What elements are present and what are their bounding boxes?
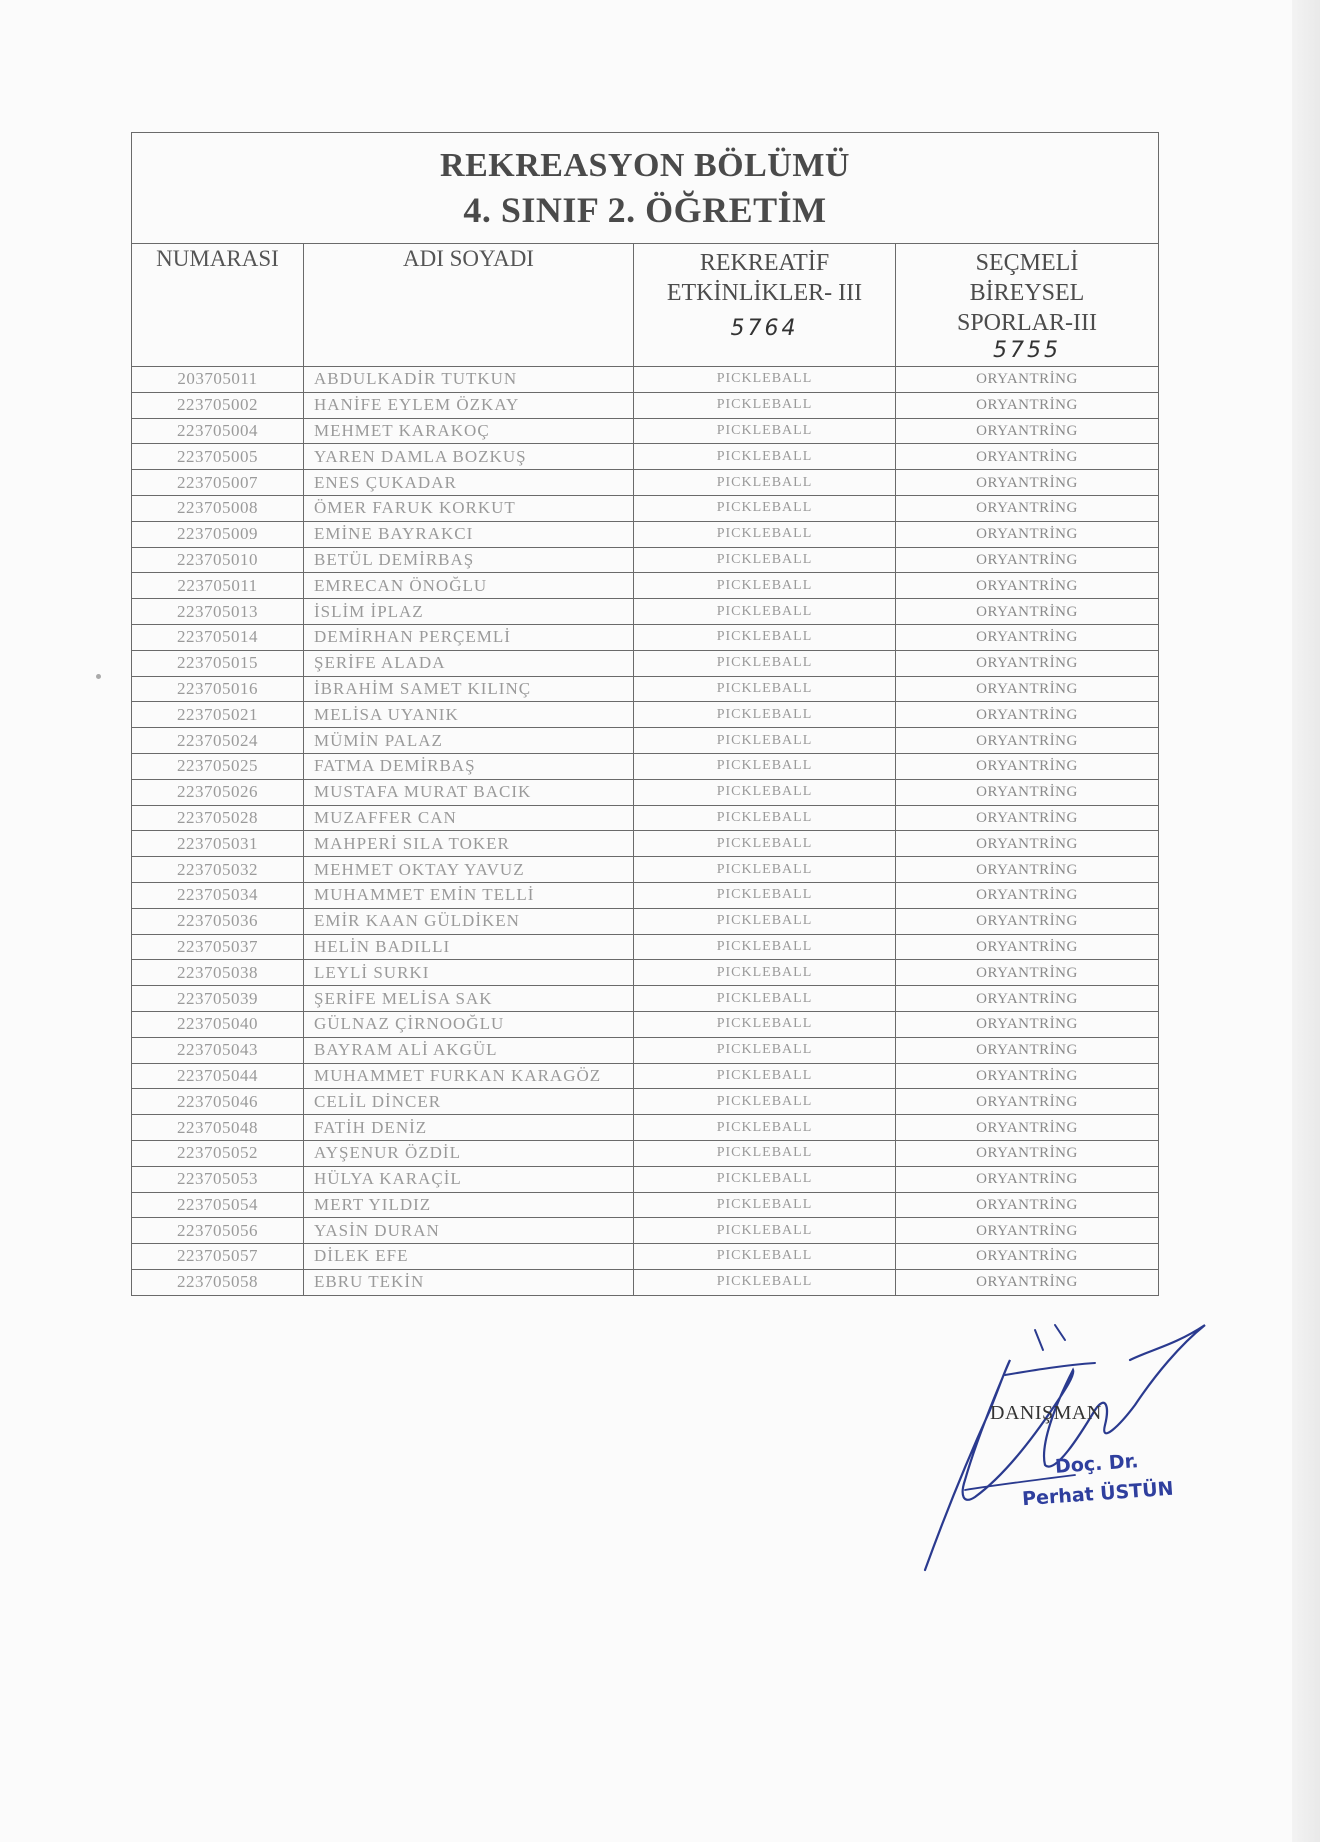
- cell-name: LEYLİ SURKI: [304, 960, 634, 986]
- table-row: [132, 444, 1159, 470]
- table-row: [132, 831, 1159, 857]
- cell-number: 223705008: [132, 495, 304, 521]
- table-row: [132, 779, 1159, 805]
- cell-course2: ORYANTRİNG: [896, 1140, 1159, 1166]
- table-row: [132, 521, 1159, 547]
- cell-course2: ORYANTRİNG: [896, 1089, 1159, 1115]
- cell-name: ENES ÇUKADAR: [304, 470, 634, 496]
- department-title: REKREASYON BÖLÜMÜ: [440, 147, 850, 184]
- cell-name: HELİN BADILLI: [304, 934, 634, 960]
- cell-number: 223705058: [132, 1269, 304, 1295]
- cell-course1: PICKLEBALL: [634, 1218, 896, 1244]
- cell-name: YAREN DAMLA BOZKUŞ: [304, 444, 634, 470]
- title-cell: [132, 133, 1159, 244]
- cell-number: 223705056: [132, 1218, 304, 1244]
- cell-course1: PICKLEBALL: [634, 624, 896, 650]
- cell-name: YASİN DURAN: [304, 1218, 634, 1244]
- cell-name: BAYRAM ALİ AKGÜL: [304, 1037, 634, 1063]
- cell-course2: ORYANTRİNG: [896, 470, 1159, 496]
- cell-course1: PICKLEBALL: [634, 753, 896, 779]
- table-row: [132, 702, 1159, 728]
- cell-course2: ORYANTRİNG: [896, 908, 1159, 934]
- table-row: [132, 960, 1159, 986]
- cell-course1: PICKLEBALL: [634, 1140, 896, 1166]
- cell-course2: ORYANTRİNG: [896, 573, 1159, 599]
- page-edge-shadow: [1292, 0, 1320, 1842]
- cell-number: 223705046: [132, 1089, 304, 1115]
- cell-name: FATİH DENİZ: [304, 1115, 634, 1141]
- cell-name: CELİL DİNCER: [304, 1089, 634, 1115]
- cell-number: 223705048: [132, 1115, 304, 1141]
- cell-course2: ORYANTRİNG: [896, 728, 1159, 754]
- cell-number: 223705034: [132, 882, 304, 908]
- cell-course1: PICKLEBALL: [634, 702, 896, 728]
- cell-course1: PICKLEBALL: [634, 986, 896, 1012]
- cell-number: 223705031: [132, 831, 304, 857]
- cell-course2: ORYANTRİNG: [896, 418, 1159, 444]
- cell-name: HÜLYA KARAÇİL: [304, 1166, 634, 1192]
- cell-course1: PICKLEBALL: [634, 1037, 896, 1063]
- table-row: [132, 753, 1159, 779]
- cell-name: İSLİM İPLAZ: [304, 599, 634, 625]
- table-body: [132, 367, 1159, 1296]
- cell-name: AYŞENUR ÖZDİL: [304, 1140, 634, 1166]
- cell-course1: PICKLEBALL: [634, 444, 896, 470]
- cell-course2: ORYANTRİNG: [896, 547, 1159, 573]
- table-row: [132, 676, 1159, 702]
- cell-course2: ORYANTRİNG: [896, 1192, 1159, 1218]
- header-course2-code: 5755: [993, 338, 1061, 363]
- cell-name: FATMA DEMİRBAŞ: [304, 753, 634, 779]
- table-row: [132, 1166, 1159, 1192]
- cell-number: 223705057: [132, 1244, 304, 1270]
- table-row: [132, 1115, 1159, 1141]
- table-row: [132, 599, 1159, 625]
- cell-course1: PICKLEBALL: [634, 470, 896, 496]
- cell-number: 223705024: [132, 728, 304, 754]
- header-number: NUMARASI: [132, 244, 304, 367]
- stamp-title: Doç. Dr.: [1054, 1450, 1140, 1478]
- cell-course1: PICKLEBALL: [634, 676, 896, 702]
- table-row: [132, 986, 1159, 1012]
- table-row: [132, 1269, 1159, 1295]
- cell-course2: ORYANTRİNG: [896, 831, 1159, 857]
- cell-course1: PICKLEBALL: [634, 547, 896, 573]
- table-row: [132, 547, 1159, 573]
- cell-number: 223705009: [132, 521, 304, 547]
- cell-number: 223705054: [132, 1192, 304, 1218]
- student-course-table: [131, 132, 1159, 1296]
- table-row: [132, 857, 1159, 883]
- table-row: [132, 908, 1159, 934]
- cell-course2: ORYANTRİNG: [896, 1218, 1159, 1244]
- cell-course2: ORYANTRİNG: [896, 367, 1159, 393]
- cell-name: MEHMET KARAKOÇ: [304, 418, 634, 444]
- table-row: [132, 418, 1159, 444]
- cell-course2: ORYANTRİNG: [896, 650, 1159, 676]
- table-row: [132, 728, 1159, 754]
- cell-course2: ORYANTRİNG: [896, 1244, 1159, 1270]
- table-row: [132, 1244, 1159, 1270]
- cell-course1: PICKLEBALL: [634, 418, 896, 444]
- cell-number: 223705005: [132, 444, 304, 470]
- cell-name: MÜMİN PALAZ: [304, 728, 634, 754]
- cell-course1: PICKLEBALL: [634, 521, 896, 547]
- cell-number: 223705043: [132, 1037, 304, 1063]
- cell-course1: PICKLEBALL: [634, 805, 896, 831]
- cell-course1: PICKLEBALL: [634, 831, 896, 857]
- cell-number: 223705014: [132, 624, 304, 650]
- cell-course2: ORYANTRİNG: [896, 495, 1159, 521]
- cell-number: 203705011: [132, 367, 304, 393]
- cell-number: 223705025: [132, 753, 304, 779]
- cell-name: EMRECAN ÖNOĞLU: [304, 573, 634, 599]
- cell-name: DİLEK EFE: [304, 1244, 634, 1270]
- cell-course1: PICKLEBALL: [634, 1269, 896, 1295]
- cell-name: MUZAFFER CAN: [304, 805, 634, 831]
- cell-course2: ORYANTRİNG: [896, 1011, 1159, 1037]
- cell-number: 223705011: [132, 573, 304, 599]
- cell-course1: PICKLEBALL: [634, 1063, 896, 1089]
- table-row: [132, 1089, 1159, 1115]
- cell-name: EMİNE BAYRAKCI: [304, 521, 634, 547]
- cell-name: ÖMER FARUK KORKUT: [304, 495, 634, 521]
- cell-course1: PICKLEBALL: [634, 495, 896, 521]
- cell-course1: PICKLEBALL: [634, 599, 896, 625]
- cell-name: DEMİRHAN PERÇEMLİ: [304, 624, 634, 650]
- table-row: [132, 1218, 1159, 1244]
- header-course2: [896, 244, 1159, 367]
- header-course2-label: SEÇMELİ BİREYSEL SPORLAR-III: [956, 250, 1097, 336]
- class-title: 4. SINIF 2. ÖĞRETİM: [463, 190, 827, 230]
- table-row: [132, 495, 1159, 521]
- cell-course2: ORYANTRİNG: [896, 779, 1159, 805]
- cell-course2: ORYANTRİNG: [896, 986, 1159, 1012]
- cell-number: 223705032: [132, 857, 304, 883]
- table-row: [132, 392, 1159, 418]
- cell-course2: ORYANTRİNG: [896, 1037, 1159, 1063]
- cell-course1: PICKLEBALL: [634, 1115, 896, 1141]
- cell-course1: PICKLEBALL: [634, 367, 896, 393]
- cell-number: 223705021: [132, 702, 304, 728]
- table-row: [132, 934, 1159, 960]
- paper-speck: [96, 674, 101, 679]
- cell-course2: ORYANTRİNG: [896, 1063, 1159, 1089]
- cell-name: ŞERİFE ALADA: [304, 650, 634, 676]
- cell-number: 223705004: [132, 418, 304, 444]
- table-row: [132, 1063, 1159, 1089]
- table-row: [132, 367, 1159, 393]
- cell-number: 223705028: [132, 805, 304, 831]
- header-name: ADI SOYADI: [304, 244, 634, 367]
- cell-number: 223705036: [132, 908, 304, 934]
- cell-name: MUSTAFA MURAT BACIK: [304, 779, 634, 805]
- cell-course2: ORYANTRİNG: [896, 1115, 1159, 1141]
- table-row: [132, 1140, 1159, 1166]
- cell-number: 223705007: [132, 470, 304, 496]
- cell-name: MUHAMMET FURKAN KARAGÖZ: [304, 1063, 634, 1089]
- cell-number: 223705016: [132, 676, 304, 702]
- table-row: [132, 470, 1159, 496]
- cell-name: MEHMET OKTAY YAVUZ: [304, 857, 634, 883]
- cell-course1: PICKLEBALL: [634, 650, 896, 676]
- cell-number: 223705039: [132, 986, 304, 1012]
- cell-course1: PICKLEBALL: [634, 960, 896, 986]
- cell-name: ŞERİFE MELİSA SAK: [304, 986, 634, 1012]
- cell-course2: ORYANTRİNG: [896, 624, 1159, 650]
- cell-number: 223705038: [132, 960, 304, 986]
- table-row: [132, 650, 1159, 676]
- header-course1-label: REKREATİF ETKİNLİKLER- III: [666, 250, 863, 306]
- cell-number: 223705013: [132, 599, 304, 625]
- cell-course2: ORYANTRİNG: [896, 934, 1159, 960]
- cell-course1: PICKLEBALL: [634, 728, 896, 754]
- cell-course2: ORYANTRİNG: [896, 857, 1159, 883]
- cell-name: GÜLNAZ ÇİRNOOĞLU: [304, 1011, 634, 1037]
- table-row: [132, 1192, 1159, 1218]
- cell-course1: PICKLEBALL: [634, 1244, 896, 1270]
- cell-course2: ORYANTRİNG: [896, 1269, 1159, 1295]
- cell-name: MELİSA UYANIK: [304, 702, 634, 728]
- cell-course1: PICKLEBALL: [634, 934, 896, 960]
- table-row: [132, 805, 1159, 831]
- header-course1-code: 5764: [730, 316, 799, 341]
- cell-course1: PICKLEBALL: [634, 882, 896, 908]
- cell-name: EMİR KAAN GÜLDİKEN: [304, 908, 634, 934]
- cell-course1: PICKLEBALL: [634, 1011, 896, 1037]
- cell-course1: PICKLEBALL: [634, 857, 896, 883]
- cell-course2: ORYANTRİNG: [896, 676, 1159, 702]
- cell-name: MERT YILDIZ: [304, 1192, 634, 1218]
- cell-course1: PICKLEBALL: [634, 392, 896, 418]
- cell-name: HANİFE EYLEM ÖZKAY: [304, 392, 634, 418]
- signature-image: [905, 1315, 1225, 1575]
- cell-number: 223705015: [132, 650, 304, 676]
- stamp-name: Perhat ÜSTÜN: [1021, 1477, 1175, 1511]
- header-row: [132, 244, 1159, 367]
- cell-number: 223705052: [132, 1140, 304, 1166]
- cell-course1: PICKLEBALL: [634, 1192, 896, 1218]
- cell-number: 223705040: [132, 1011, 304, 1037]
- cell-name: MAHPERİ SILA TOKER: [304, 831, 634, 857]
- table-row: [132, 573, 1159, 599]
- cell-course1: PICKLEBALL: [634, 908, 896, 934]
- cell-course2: ORYANTRİNG: [896, 753, 1159, 779]
- header-course1: [634, 244, 896, 367]
- cell-name: EBRU TEKİN: [304, 1269, 634, 1295]
- cell-course1: PICKLEBALL: [634, 1166, 896, 1192]
- advisor-label: DANIŞMAN: [990, 1402, 1102, 1424]
- cell-course2: ORYANTRİNG: [896, 960, 1159, 986]
- cell-name: MUHAMMET EMİN TELLİ: [304, 882, 634, 908]
- cell-number: 223705010: [132, 547, 304, 573]
- cell-name: İBRAHİM SAMET KILINÇ: [304, 676, 634, 702]
- cell-course2: ORYANTRİNG: [896, 702, 1159, 728]
- cell-number: 223705037: [132, 934, 304, 960]
- cell-course2: ORYANTRİNG: [896, 805, 1159, 831]
- cell-course2: ORYANTRİNG: [896, 1166, 1159, 1192]
- cell-course2: ORYANTRİNG: [896, 599, 1159, 625]
- cell-course2: ORYANTRİNG: [896, 882, 1159, 908]
- cell-course1: PICKLEBALL: [634, 573, 896, 599]
- cell-course2: ORYANTRİNG: [896, 521, 1159, 547]
- cell-number: 223705002: [132, 392, 304, 418]
- cell-name: BETÜL DEMİRBAŞ: [304, 547, 634, 573]
- cell-course1: PICKLEBALL: [634, 779, 896, 805]
- title-row: [132, 133, 1159, 244]
- cell-course1: PICKLEBALL: [634, 1089, 896, 1115]
- table-row: [132, 624, 1159, 650]
- table-row: [132, 1011, 1159, 1037]
- cell-name: ABDULKADİR TUTKUN: [304, 367, 634, 393]
- cell-course2: ORYANTRİNG: [896, 444, 1159, 470]
- cell-course2: ORYANTRİNG: [896, 392, 1159, 418]
- table-row: [132, 882, 1159, 908]
- cell-number: 223705053: [132, 1166, 304, 1192]
- table-row: [132, 1037, 1159, 1063]
- cell-number: 223705044: [132, 1063, 304, 1089]
- cell-number: 223705026: [132, 779, 304, 805]
